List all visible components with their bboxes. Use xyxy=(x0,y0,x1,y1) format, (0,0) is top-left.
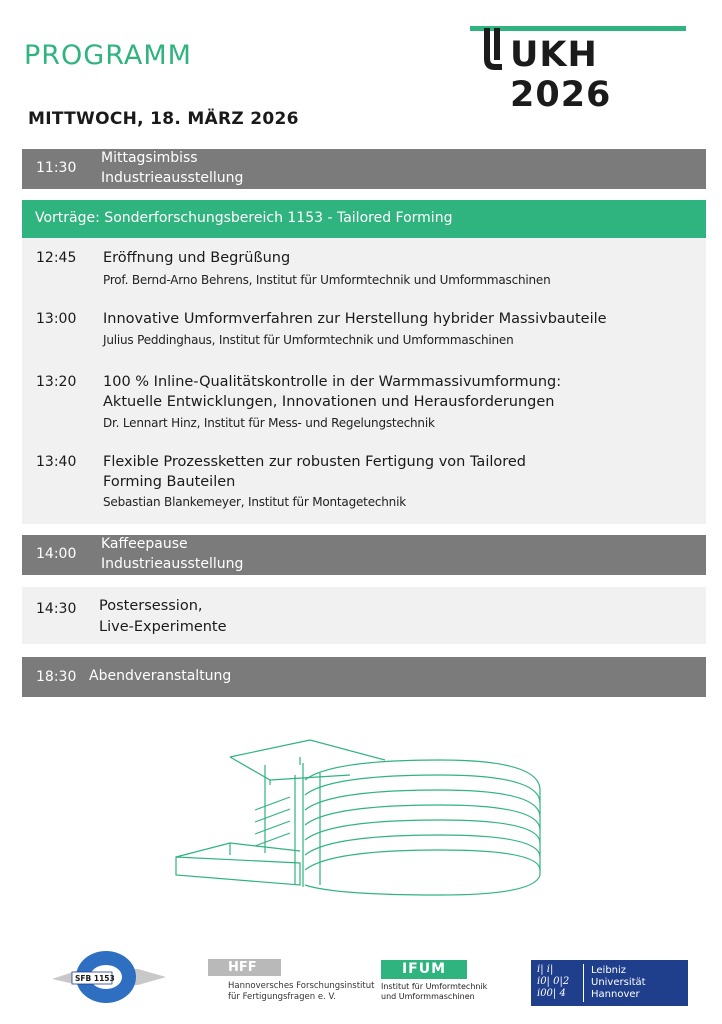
building-illustration xyxy=(170,735,550,900)
ifum-logo xyxy=(381,960,511,1002)
talk-speaker: Julius Peddinghaus, Institut für Umformtechnik und Umformmaschinen xyxy=(103,333,514,347)
logo-text: UKH 2026 xyxy=(510,35,612,115)
evening-label: Abendveranstaltung xyxy=(89,668,232,684)
luh-emblem-row: i00| 4 xyxy=(537,988,566,999)
talk-time: 13:40 xyxy=(36,454,77,470)
talk-title: Eröffnung und Begrüßung xyxy=(103,250,291,266)
poster-time: 14:30 xyxy=(36,601,77,617)
talk-title: Flexible Prozessketten zur robusten Fertigung von Tailored xyxy=(103,454,527,470)
luh-logo xyxy=(531,960,688,1006)
luh-emblem xyxy=(537,964,569,1000)
lunch-line2: Industrieausstellung xyxy=(101,170,244,186)
ifum-logo-box: IFUM xyxy=(381,960,467,979)
page-title: PROGRAMM xyxy=(24,40,192,71)
talk-title: Innovative Umformverfahren zur Herstellung hybrider Massivbauteile xyxy=(103,311,607,327)
coffee-time: 14:00 xyxy=(36,546,77,562)
talk-time: 12:45 xyxy=(36,250,77,266)
lunch-line1: Mittagsimbiss xyxy=(101,150,198,166)
sponsor-logos xyxy=(0,945,722,1015)
coffee-line1: Kaffeepause xyxy=(101,536,188,552)
hff-line2: für Fertigungsfragen e. V. xyxy=(228,992,336,1002)
talk-speaker: Dr. Lennart Hinz, Institut für Mess- und Regelungstechnik xyxy=(103,416,435,430)
coffee-line2: Industrieausstellung xyxy=(101,556,244,572)
luh-line1: Leibniz xyxy=(591,965,627,976)
coffee-block xyxy=(22,535,706,575)
ifum-line1: Institut für Umformtechnik xyxy=(381,982,488,991)
evening-block xyxy=(22,657,706,697)
luh-line2: Universität xyxy=(591,977,646,988)
luh-name xyxy=(591,965,646,1001)
luh-emblem-row: i| i| xyxy=(537,964,554,975)
sfb-session-header xyxy=(22,200,706,238)
lunch-time: 11:30 xyxy=(36,160,77,176)
sfb-logo-text: SFB 1153 xyxy=(75,974,115,983)
talk-title-cont: Forming Bauteilen xyxy=(103,474,236,490)
luh-separator xyxy=(583,964,584,1002)
poster-line1: Postersession, xyxy=(99,598,203,614)
talks-block xyxy=(22,238,706,524)
day-heading: MITTWOCH, 18. MÄRZ 2026 xyxy=(28,109,299,129)
lunch-block xyxy=(22,149,706,189)
talk-speaker: Prof. Bernd-Arno Behrens, Institut für Umformtechnik und Umformmaschinen xyxy=(103,273,551,287)
hff-logo-box: HFF xyxy=(208,959,281,976)
hff-logo xyxy=(208,959,378,1003)
ukh-logo xyxy=(470,26,692,115)
talk-title: 100 % Inline-Qualitätskontrolle in der Warmmassivumformung: xyxy=(103,374,562,390)
luh-emblem-row: i0| 0|2 xyxy=(537,976,570,987)
poster-block xyxy=(22,587,706,644)
luh-line3: Hannover xyxy=(591,989,640,1000)
talk-time: 13:00 xyxy=(36,311,77,327)
sfb-logo xyxy=(48,945,168,1009)
poster-line2: Live-Experimente xyxy=(99,619,227,635)
hff-line1: Hannoversches Forschungsinstitut xyxy=(228,981,375,991)
sfb-session-label: Vorträge: Sonderforschungsbereich 1153 - Tailored Forming xyxy=(35,210,453,226)
ifum-line2: und Umformmaschinen xyxy=(381,992,475,1001)
talk-title-cont: Aktuelle Entwicklungen, Innovationen und Herausforderungen xyxy=(103,394,555,410)
talk-time: 13:20 xyxy=(36,374,77,390)
evening-time: 18:30 xyxy=(36,669,77,685)
talk-speaker: Sebastian Blankemeyer, Institut für Montagetechnik xyxy=(103,495,406,509)
